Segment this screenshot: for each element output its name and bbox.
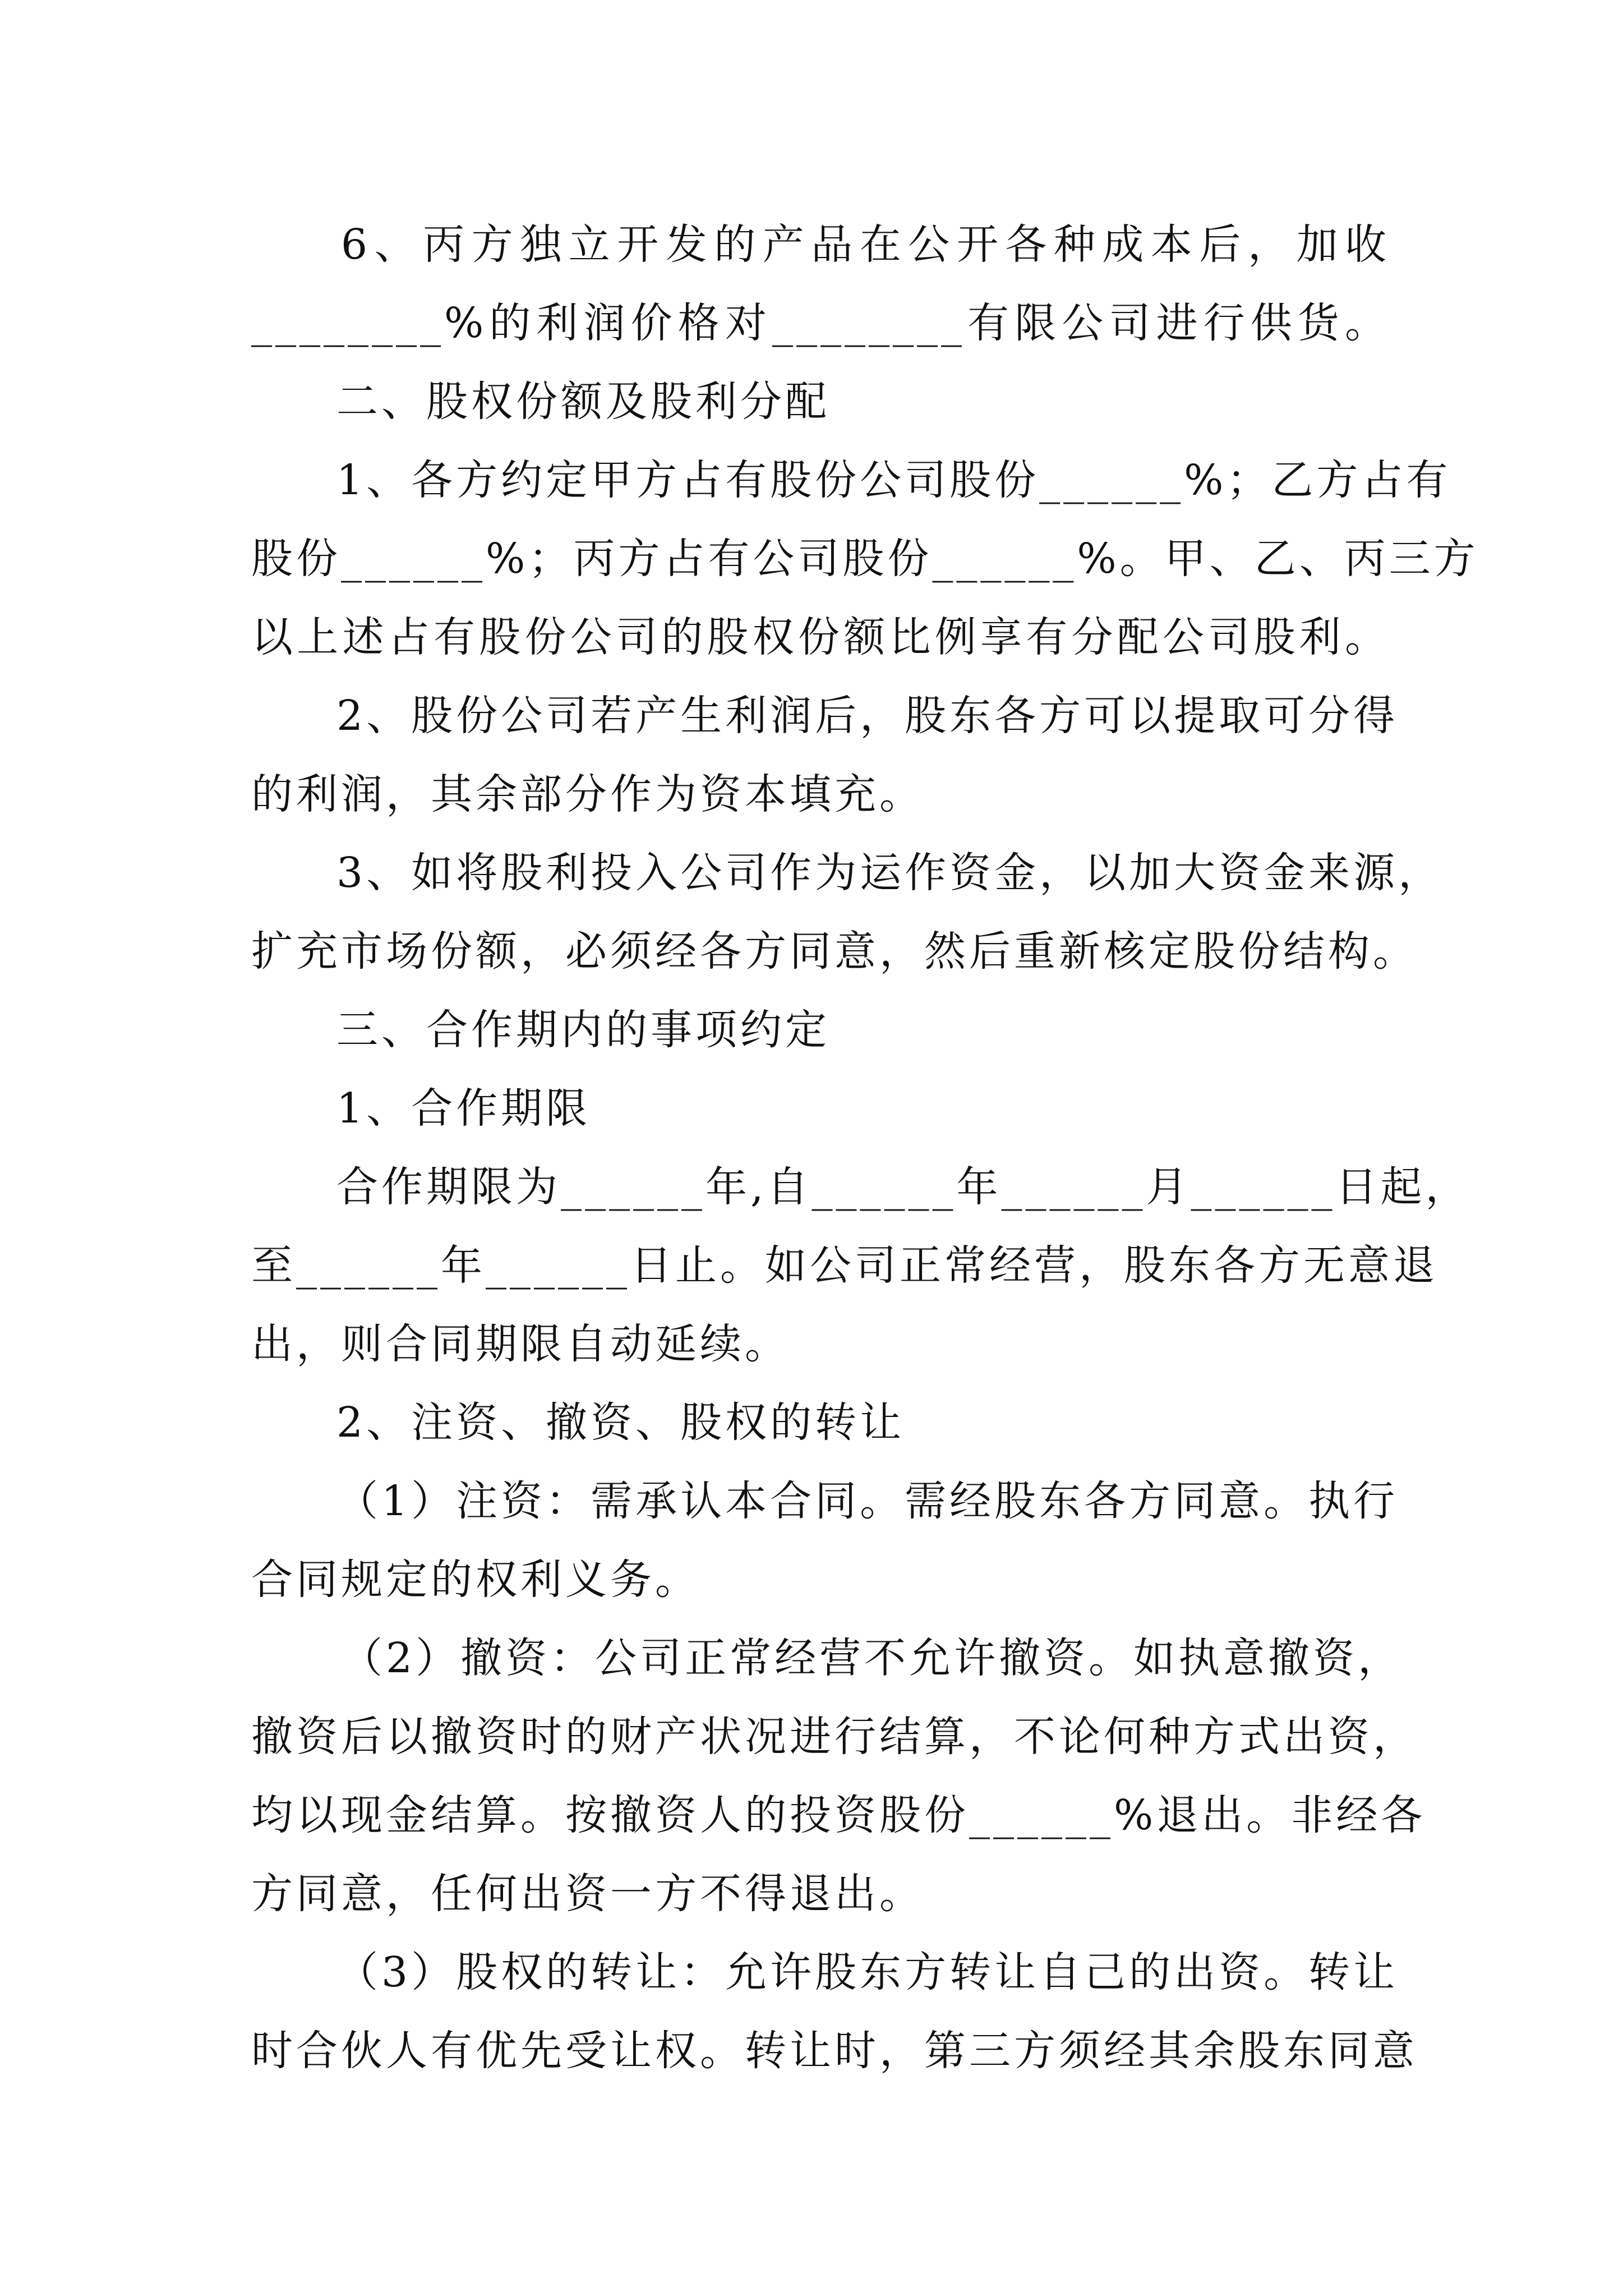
paragraph-line: 至______年______日止。如公司正常经营，股东各方无意退 (251, 1241, 1438, 1290)
paragraph-line: 6、丙方独立开发的产品在公开各种成本后，加收 (341, 220, 1390, 269)
paragraph-line: 扩充市场份额，必须经各方同意，然后重新核定股份结构。 (251, 927, 1418, 976)
subsection-heading: 2、注资、撤资、股权的转让 (336, 1398, 905, 1447)
paragraph-line: 的利润，其余部分作为资本填充。 (251, 770, 924, 818)
paragraph-line: 出，则合同期限自动延续。 (251, 1320, 790, 1368)
paragraph-line: （1）注资：需承认本合同。需经股东各方同意。执行 (336, 1477, 1399, 1525)
paragraph-line: 2、股份公司若产生利润后，股东各方可以提取可分得 (336, 692, 1399, 740)
paragraph-line: 合同规定的权利义务。 (251, 1556, 700, 1604)
paragraph-line: （2）撤资：公司正常经营不允许撤资。如执意撤资， (341, 1634, 1403, 1682)
paragraph-line: 均以现金结算。按撤资人的投资股份______%退出。非经各 (251, 1791, 1426, 1839)
section-heading: 二、股权份额及股利分配 (336, 378, 830, 426)
paragraph-line: 时合伙人有优先受让权。转让时，第三方须经其余股东同意 (251, 2027, 1418, 2075)
paragraph-line: （3）股权的转让：允许股东方转让自己的出资。转让 (336, 1948, 1399, 1996)
paragraph-line: 合作期限为______年,自______年______月______日起， (336, 1163, 1470, 1211)
paragraph-line: 股份______%；丙方占有公司股份______%。甲、乙、丙三方 (251, 535, 1479, 583)
section-heading: 三、合作期内的事项约定 (336, 1006, 830, 1054)
paragraph-line: 以上述占有股份公司的股权份额比例享有分配公司股利。 (251, 613, 1390, 661)
paragraph-line: ________%的利润价格对________有限公司进行供货。 (251, 299, 1390, 347)
paragraph-line: 1、各方约定甲方占有股份公司股份______%；乙方占有 (336, 456, 1451, 504)
paragraph-line: 方同意，任何出资一方不得退出。 (251, 1870, 924, 1918)
paragraph-line: 撤资后以撤资时的财产状况进行结算，不论何种方式出资， (251, 1713, 1418, 1761)
subsection-heading: 1、合作期限 (336, 1084, 591, 1133)
paragraph-line: 3、如将股利投入公司作为运作资金，以加大资金来源， (336, 849, 1444, 897)
